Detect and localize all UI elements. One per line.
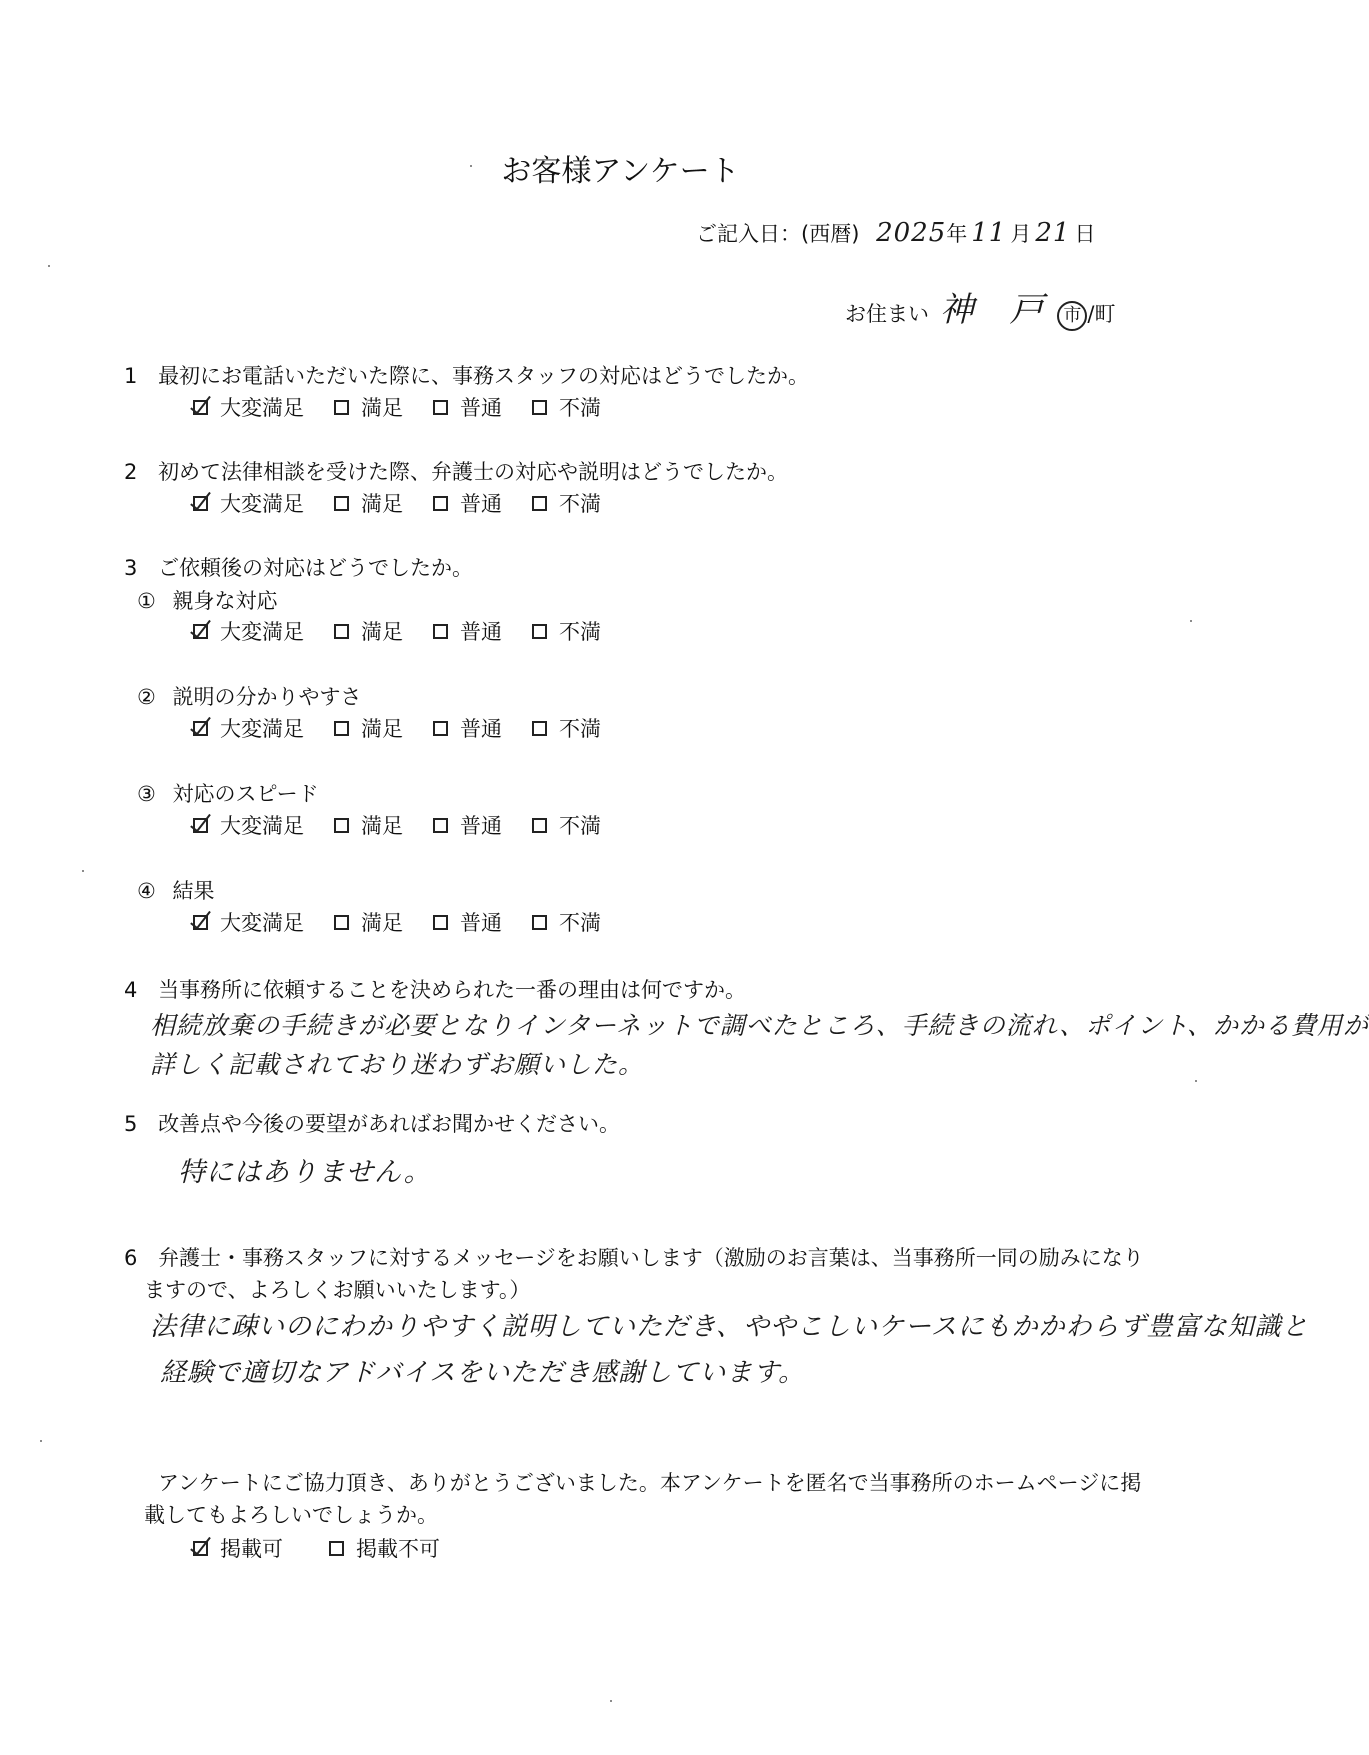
checkbox-icon[interactable] [433, 915, 448, 930]
checked-checkbox-icon[interactable] [193, 818, 208, 833]
publish-not-allowed-option[interactable]: 掲載不可 [329, 1533, 440, 1563]
address-row [845, 282, 1115, 331]
question-number: 4 [124, 978, 138, 1002]
question-number: 1 [124, 364, 138, 388]
date-year-hand: 2025 [876, 218, 947, 248]
question-6-line-2: ますので、よろしくお願いいたします。） [144, 1278, 531, 1302]
sub-text: 説明の分かりやすさ [172, 685, 362, 709]
closing-line-1: アンケートにご協力頂き、ありがとうございました。本アンケートを匿名で当事務所のホームページに掲 [158, 1471, 1142, 1495]
q1-option-3[interactable]: 普通 [433, 392, 502, 422]
q4-answer-line-1: 相続放棄の手続きが必要となりインターネットで調べたところ、手続きの流れ、ポイント、かかる費用が [150, 1011, 1369, 1040]
q2-options [193, 488, 631, 518]
sub-number: ② [137, 685, 156, 709]
checkbox-icon[interactable] [334, 818, 349, 833]
q6-answer-line-1: 法律に疎いのにわかりやすく説明していただき、ややこしいケースにもかかわらず豊富な知識と [150, 1312, 1309, 1342]
q3-1-option-4[interactable]: 不満 [532, 616, 601, 646]
q3-4-options [193, 907, 631, 937]
question-6 [124, 1242, 1144, 1272]
scan-speck [40, 1440, 42, 1442]
checkbox-icon[interactable] [334, 400, 349, 415]
checkbox-icon[interactable] [433, 496, 448, 511]
q3-2-option-3[interactable]: 普通 [433, 713, 502, 743]
q3-2-options [193, 713, 631, 743]
q3-4-option-4[interactable]: 不満 [532, 907, 601, 937]
scan-speck [1195, 1080, 1197, 1082]
q3-sub-2 [137, 681, 362, 711]
month-label: 月 [1010, 222, 1032, 246]
address-city-hand: 神 戸 [939, 290, 1045, 330]
scan-speck [82, 870, 84, 872]
checked-checkbox-icon[interactable] [193, 400, 208, 415]
q5-answer-line-1: 特にはありません。 [178, 1157, 432, 1188]
scan-speck [48, 265, 50, 267]
question-number: 2 [124, 460, 138, 484]
q3-3-option-1[interactable]: 大変満足 [193, 810, 304, 840]
q3-sub-3 [137, 778, 319, 808]
q2-option-1[interactable]: 大変満足 [193, 488, 304, 518]
q6-answer-line-2: 経験で適切なアドバイスをいただき感謝しています。 [160, 1358, 806, 1388]
address-label: お住まい [845, 302, 929, 326]
town-label: 町 [1094, 302, 1116, 326]
checkbox-icon[interactable] [532, 400, 547, 415]
question-text: 当事務所に依頼することを決められた一番の理由は何ですか。 [158, 978, 747, 1002]
q3-2-option-4[interactable]: 不満 [532, 713, 601, 743]
q4-answer-line-2: 詳しく記載されており迷わずお願いした。 [150, 1050, 645, 1079]
question-text: 初めて法律相談を受けた際、弁護士の対応や説明はどうでしたか。 [158, 460, 789, 484]
checkbox-icon[interactable] [334, 624, 349, 639]
checkbox-icon[interactable] [329, 1541, 344, 1556]
question-4 [124, 974, 746, 1004]
publish-allowed-option[interactable]: 掲載可 [193, 1533, 283, 1563]
question-5 [124, 1108, 620, 1138]
q1-option-2[interactable]: 満足 [334, 392, 403, 422]
q1-option-4[interactable]: 不満 [532, 392, 601, 422]
checkbox-icon[interactable] [433, 818, 448, 833]
checked-checkbox-icon[interactable] [193, 496, 208, 511]
closing-line-2: 載してもよろしいでしょうか。 [144, 1503, 438, 1527]
checkbox-icon[interactable] [433, 400, 448, 415]
q3-2-option-2[interactable]: 満足 [334, 713, 403, 743]
q3-2-option-1[interactable]: 大変満足 [193, 713, 304, 743]
question-1 [124, 360, 809, 390]
q3-sub-1 [137, 585, 278, 615]
circled-city-choice: 市 [1057, 301, 1087, 331]
q3-1-option-1[interactable]: 大変満足 [193, 616, 304, 646]
date-day-hand: 21 [1035, 218, 1071, 248]
checkbox-icon[interactable] [433, 624, 448, 639]
checked-checkbox-icon[interactable] [193, 624, 208, 639]
publish-options [193, 1533, 470, 1563]
question-text: 最初にお電話いただいた際に、事務スタッフの対応はどうでしたか。 [158, 364, 810, 388]
checked-checkbox-icon[interactable] [193, 721, 208, 736]
checkbox-icon[interactable] [334, 721, 349, 736]
checkbox-icon[interactable] [532, 818, 547, 833]
date-month-hand: 11 [971, 218, 1007, 248]
q3-1-options [193, 616, 631, 646]
checkbox-icon[interactable] [532, 915, 547, 930]
question-number: 3 [124, 556, 138, 580]
q2-option-3[interactable]: 普通 [433, 488, 502, 518]
question-text-line-1: 弁護士・事務スタッフに対するメッセージをお願いします（激励のお言葉は、当事務所一同の励みになり [158, 1246, 1144, 1270]
q3-4-option-2[interactable]: 満足 [334, 907, 403, 937]
question-3 [124, 552, 473, 582]
question-2 [124, 456, 788, 486]
checkbox-icon[interactable] [532, 721, 547, 736]
q3-4-option-1[interactable]: 大変満足 [193, 907, 304, 937]
year-label: 年 [946, 222, 968, 246]
q3-3-option-4[interactable]: 不満 [532, 810, 601, 840]
q1-options [193, 392, 631, 422]
checked-checkbox-icon[interactable] [193, 1541, 208, 1556]
scan-speck [1190, 620, 1192, 622]
question-text: ご依頼後の対応はどうでしたか。 [158, 556, 474, 580]
checkbox-icon[interactable] [433, 721, 448, 736]
checkbox-icon[interactable] [532, 496, 547, 511]
page-title: お客様アンケート [501, 154, 740, 189]
question-number: 6 [124, 1246, 138, 1270]
scan-speck [610, 1700, 612, 1702]
q2-option-4[interactable]: 不満 [532, 488, 601, 518]
q3-3-option-3[interactable]: 普通 [433, 810, 502, 840]
date-row [696, 218, 1095, 248]
q3-1-option-3[interactable]: 普通 [433, 616, 502, 646]
sub-number: ① [137, 589, 156, 613]
sub-text: 親身な対応 [172, 589, 278, 613]
sub-text: 結果 [172, 879, 215, 903]
q3-3-options [193, 810, 631, 840]
q1-option-1[interactable]: 大変満足 [193, 392, 304, 422]
question-number: 5 [124, 1112, 138, 1136]
sub-number: ④ [137, 879, 156, 903]
day-label: 日 [1074, 222, 1096, 246]
q3-3-option-2[interactable]: 満足 [334, 810, 403, 840]
address-slash: / [1087, 302, 1095, 326]
question-text: 改善点や今後の要望があればお聞かせください。 [158, 1112, 621, 1136]
checked-checkbox-icon[interactable] [193, 915, 208, 930]
scan-speck [470, 165, 472, 167]
checkbox-icon[interactable] [334, 915, 349, 930]
q3-4-option-3[interactable]: 普通 [433, 907, 502, 937]
checkbox-icon[interactable] [334, 496, 349, 511]
q2-option-2[interactable]: 満足 [334, 488, 403, 518]
sub-number: ③ [137, 782, 156, 806]
checkbox-icon[interactable] [532, 624, 547, 639]
sub-text: 対応のスピード [172, 782, 319, 806]
q3-1-option-2[interactable]: 満足 [334, 616, 403, 646]
q3-sub-4 [137, 875, 215, 905]
date-label: ご記入日：(西暦) [696, 222, 860, 246]
